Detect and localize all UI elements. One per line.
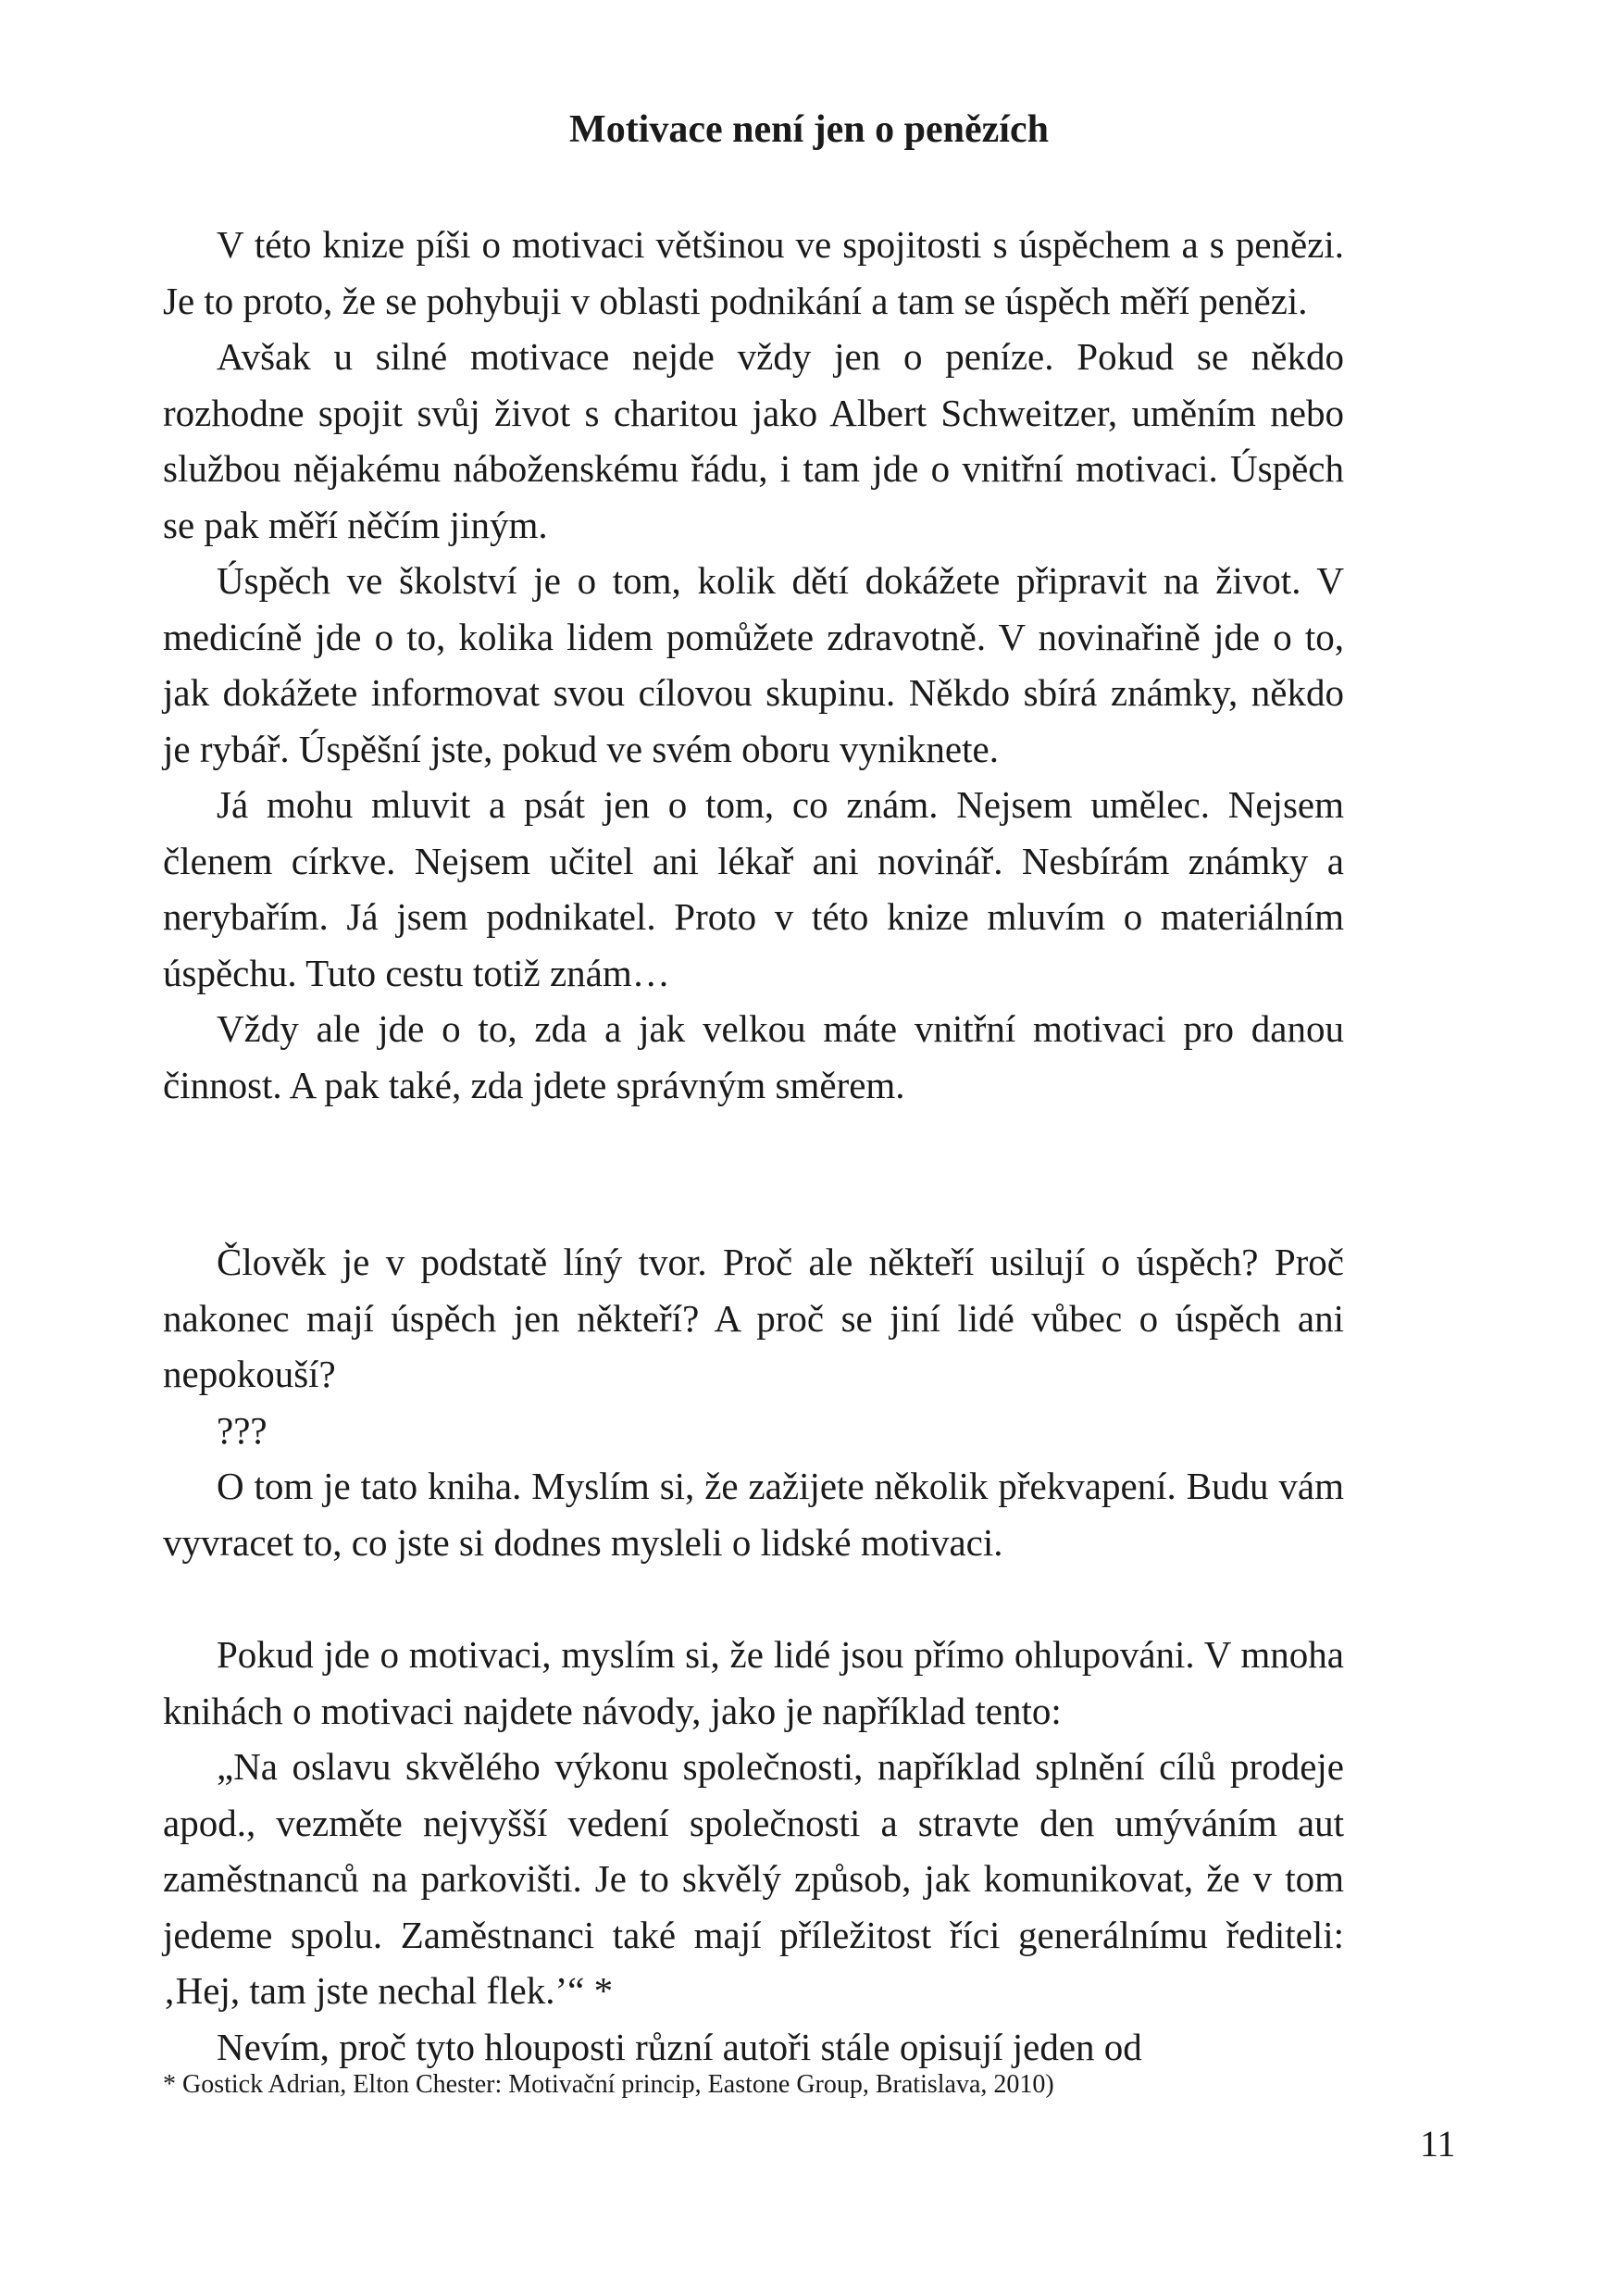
section-3 (163, 1627, 1344, 2075)
paragraph: Pokud jde o motivaci, myslím si, že lidé jsou přímo ohlupováni. V mnoha knihách o motivaci najdete návody, jako je například tento: (163, 1633, 1344, 1732)
section-1 (163, 217, 1344, 1113)
section-2 (163, 1234, 1344, 1570)
page-number: 11 (1420, 2123, 1456, 2165)
paragraph: V této knize píši o motivaci většinou ve spojitosti s úspěchem a s penězi. Je to proto, že se pohybuji v oblasti podnikání a tam se úspěch měří penězi. (163, 223, 1344, 322)
footnote: * Gostick Adrian, Elton Chester: Motivační princip, Eastone Group, Bratislava, 2010) (163, 2070, 1054, 2099)
quote-paragraph: „Na oslavu skvělého výkonu společnosti, například splnění cílů prodeje apod., vezměte nejvyšší vedení společnosti a stravte den umýváním aut zaměstnanců na parkovišti. Je to skvělý způsob, jak komunikovat, že v tom jedeme spolu. Zaměstnanci také mají příležitost říci generálnímu řediteli: ‚Hej, tam jste nechal flek.’“ * (163, 1745, 1344, 2012)
page-title: Motivace není jen o penězích (569, 108, 1049, 151)
paragraph: Člověk je v podstatě líný tvor. Proč ale někteří usilují o úspěch? Proč nakonec mají úspěch jen někteří? A proč se jiní lidé vůbec o úspěch ani nepokouší? (163, 1241, 1344, 1395)
paragraph: Úspěch ve školství je o tom, kolik dětí dokážete připravit na život. V medicíně jde o to, kolika lidem pomůžete zdravotně. V novinařině jde o to, jak dokážete informovat svou cílovou skupinu. Někdo sbírá známky, někdo je rybář. Úspěšní jste, pokud ve svém oboru vyniknete. (163, 559, 1344, 770)
paragraph: Já mohu mluvit a psát jen o tom, co znám. Nejsem umělec. Nejsem členem církve. Nejsem učitel ani lékař ani novinář. Nesbírám známky a nerybařím. Já jsem podnikatel. Proto v této knize mluvím o materiálním úspěchu. Tuto cestu totiž znám… (163, 783, 1344, 994)
paragraph: Avšak u silné motivace nejde vždy jen o peníze. Pokud se někdo rozhodne spojit svůj život s charitou jako Albert Schweitzer, uměním nebo službou nějakému náboženskému řádu, i tam jde o vnitřní motivaci. Úspěch se pak měří něčím jiným. (163, 335, 1344, 546)
paragraph: O tom je tato kniha. Myslím si, že zažijete několik překvapení. Budu vám vyvracet to, co jste si dodnes mysleli o lidské motivaci. (163, 1465, 1344, 1564)
paragraph: ??? (217, 1408, 268, 1452)
paragraph: Vždy ale jde o to, zda a jak velkou máte vnitřní motivaci pro danou činnost. A pak také, zda jdete správným směrem. (163, 1007, 1344, 1106)
paragraph: Nevím, proč tyto hlouposti různí autoři stále opisují jeden od (217, 2025, 1142, 2068)
